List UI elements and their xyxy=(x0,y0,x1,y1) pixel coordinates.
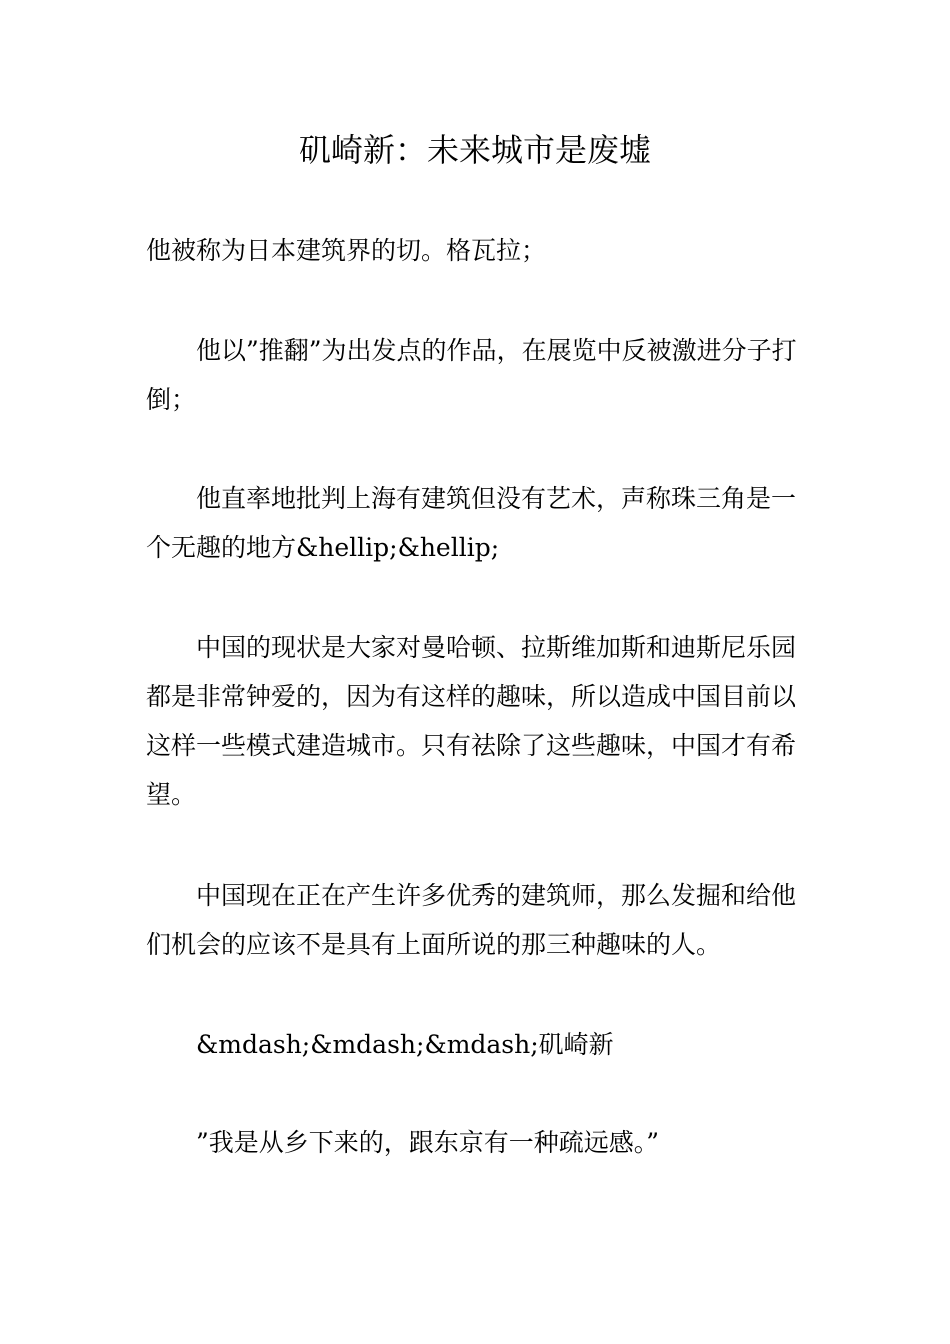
attribution-line: &mdash;&mdash;&mdash;矶崎新 xyxy=(196,1030,614,1059)
quote-paragraph: ”我是从乡下来的，跟东京有一种疏远感。” xyxy=(196,1128,660,1157)
paragraph: 他直率地批判上海有建筑但没有艺术，声称珠三角是一个无趣的地方&hellip;&hellip; xyxy=(146,484,797,562)
document-title: 矶崎新：未来城市是废墟 xyxy=(298,131,651,169)
paragraph: 中国现在正在产生许多优秀的建筑师，那么发掘和给他们机会的应该不是具有上面所说的那三种趣味的人。 xyxy=(146,881,797,959)
paragraph-intro: 他被称为日本建筑界的切。格瓦拉； xyxy=(146,236,547,265)
paragraph: 他以”推翻”为出发点的作品，在展览中反被激进分子打倒； xyxy=(146,336,797,414)
paragraph: 中国的现状是大家对曼哈顿、拉斯维加斯和迪斯尼乐园都是非常钟爱的，因为有这样的趣味，所以造成中国目前以这样一些模式建造城市。只有祛除了这些趣味，中国才有希望。 xyxy=(146,633,797,809)
